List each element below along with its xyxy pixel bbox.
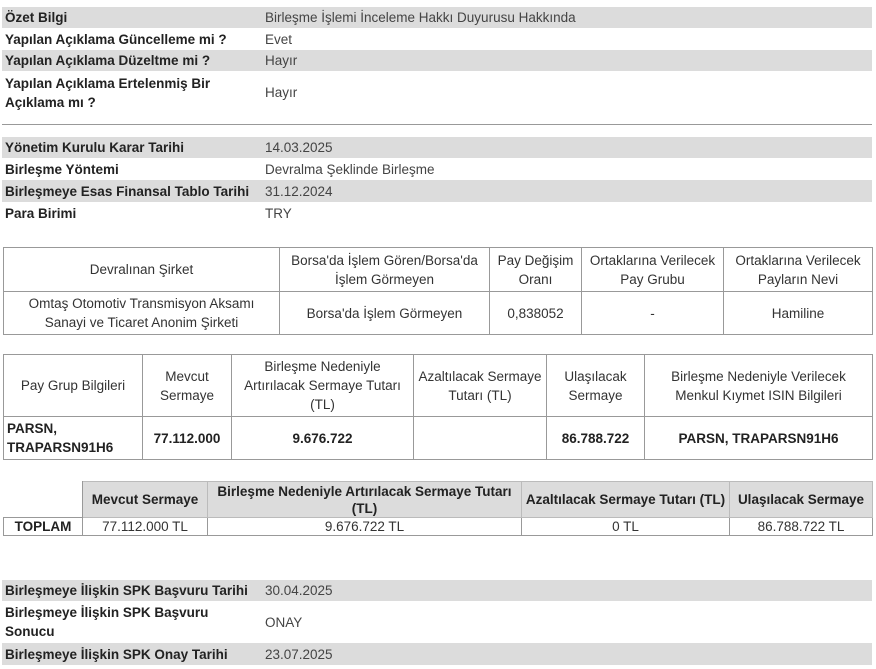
- header-cell-empty: [4, 482, 83, 518]
- table-cell: 77.112.000 TL: [83, 518, 208, 536]
- total-table: [3, 481, 873, 536]
- spk-row: [2, 601, 872, 643]
- header-cell: Ortaklarına Verilecek Pay Grubu: [582, 248, 724, 292]
- spk-label: Birleşmeye İlişkin SPK Onay Tarihi: [5, 646, 228, 662]
- board-label: Birleşmeye Esas Finansal Tablo Tarihi: [5, 183, 250, 199]
- section-divider: [2, 124, 872, 125]
- table-cell: PARSN, TRAPARSN91H6: [645, 417, 873, 460]
- capital-table: [3, 354, 873, 460]
- header-cell: Borsa'da İşlem Gören/Borsa'da İşlem Görmeyen: [280, 248, 490, 292]
- board-value: 31.12.2024: [265, 183, 333, 199]
- header-cell: Birleşme Nedeniyle Artırılacak Sermaye Tutarı (TL): [208, 482, 522, 518]
- table-row: [4, 292, 873, 335]
- summary-label: Yapılan Açıklama Güncelleme mi ?: [5, 31, 227, 47]
- board-row: [2, 202, 872, 224]
- table-cell: Hamiline: [724, 292, 873, 335]
- header-cell: Ulaşılacak Sermaye: [547, 355, 645, 417]
- table-cell: 9.676.722 TL: [208, 518, 522, 536]
- header-cell: Birleşme Nedeniyle Artırılacak Sermaye Tutarı (TL): [232, 355, 414, 417]
- header-cell: Ulaşılacak Sermaye: [730, 482, 873, 518]
- spk-value: 23.07.2025: [265, 646, 333, 662]
- table-cell: 86.788.722 TL: [730, 518, 873, 536]
- header-cell: Azaltılacak Sermaye Tutarı (TL): [522, 482, 730, 518]
- table-cell: 0,838052: [490, 292, 582, 335]
- header-cell: Pay Grup Bilgileri: [4, 355, 143, 417]
- summary-value: Hayır: [265, 85, 298, 100]
- board-label: Birleşme Yöntemi: [5, 161, 119, 177]
- total-row: [4, 518, 873, 536]
- board-row: [2, 137, 872, 158]
- header-cell: Devralınan Şirket: [4, 248, 280, 292]
- table-cell: 0 TL: [522, 518, 730, 536]
- board-value: TRY: [265, 205, 292, 221]
- header-cell: Ortaklarına Verilecek Payların Nevi: [724, 248, 873, 292]
- header-cell: Birleşme Nedeniyle Verilecek Menkul Kıymet ISIN Bilgileri: [645, 355, 873, 417]
- table-row: [4, 417, 873, 460]
- summary-row: [2, 50, 872, 71]
- summary-row: [2, 7, 872, 28]
- table-cell: Omtaş Otomotiv Transmisyon Aksamı Sanayi ve Ticaret Anonim Şirketi: [4, 292, 280, 335]
- summary-value: Birleşme İşlemi İnceleme Hakkı Duyurusu Hakkında: [265, 10, 576, 25]
- summary-value: Hayır: [265, 53, 298, 68]
- table-cell: 86.788.722: [547, 417, 645, 460]
- spk-label: Birleşmeye İlişkin SPK Başvuru Tarihi: [5, 583, 248, 598]
- header-cell: Pay Değişim Oranı: [490, 248, 582, 292]
- spk-row: [2, 643, 872, 665]
- table-cell: PARSN, TRAPARSN91H6: [4, 417, 143, 460]
- spk-value: 30.04.2025: [265, 583, 333, 598]
- spk-row: [2, 580, 872, 601]
- table-cell: 9.676.722: [232, 417, 414, 460]
- table-cell: -: [582, 292, 724, 335]
- header-cell: Mevcut Sermaye: [143, 355, 232, 417]
- table-cell: 77.112.000: [143, 417, 232, 460]
- summary-label: Yapılan Açıklama Düzeltme mi ?: [5, 53, 211, 68]
- spk-label: Birleşmeye İlişkin SPK Başvuru Sonucu: [5, 605, 209, 639]
- board-row: [2, 158, 872, 180]
- table-cell: Borsa'da İşlem Görmeyen: [280, 292, 490, 335]
- board-label: Para Birimi: [5, 205, 77, 221]
- board-row: [2, 180, 872, 202]
- summary-row: [2, 71, 872, 114]
- board-value: 14.03.2025: [265, 140, 333, 155]
- board-value: Devralma Şeklinde Birleşme: [265, 161, 435, 177]
- total-label: TOPLAM: [4, 518, 83, 536]
- header-cell: Azaltılacak Sermaye Tutarı (TL): [414, 355, 547, 417]
- summary-label: Yapılan Açıklama Ertelenmiş Bir Açıklama mı ?: [5, 75, 211, 110]
- acquired-company-table: [3, 247, 873, 335]
- board-label: Yönetim Kurulu Karar Tarihi: [5, 140, 185, 155]
- summary-row: [2, 28, 872, 50]
- summary-value: Evet: [265, 31, 293, 47]
- table-cell: [414, 417, 547, 460]
- header-cell: Mevcut Sermaye: [83, 482, 208, 518]
- summary-label: Özet Bilgi: [5, 10, 68, 25]
- spk-value: ONAY: [265, 614, 303, 630]
